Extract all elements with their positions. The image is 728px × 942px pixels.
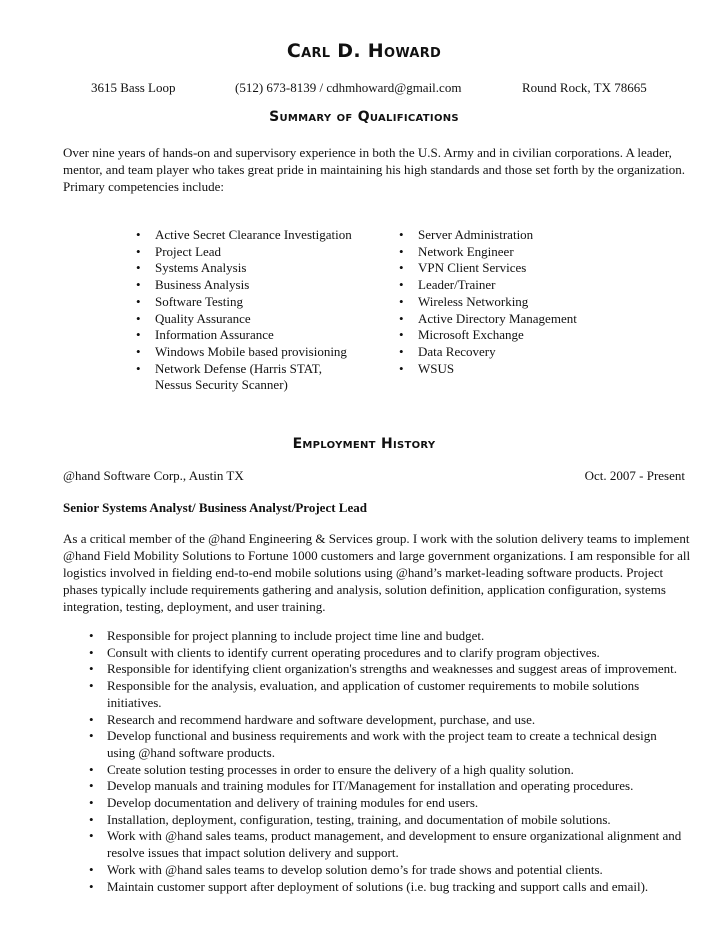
phone-email: (512) 673-8139 / cdhmhoward@gmail.com — [235, 80, 462, 95]
employment-heading: Employment History — [292, 436, 436, 452]
list-item: • Maintain customer support after deployment of solutions (i.e. bug tracking and support calls and email). — [85, 879, 685, 896]
list-item: • Data Recovery — [396, 344, 636, 361]
summary-heading: Summary of Qualifications — [269, 109, 459, 125]
employment-dates: Oct. 2007 - Present — [584, 468, 685, 483]
list-item: • Network Engineer — [396, 244, 636, 261]
list-item: • Responsible for identifying client organization's strengths and weaknesses and suggest areas of improvement. — [85, 661, 685, 678]
city-state-zip: Round Rock, TX 78665 — [522, 80, 647, 95]
list-item: • Develop functional and business requirements and work with the project team to create a technical design using @hand software products. — [85, 728, 685, 761]
list-item: • Microsoft Exchange — [396, 327, 636, 344]
list-item: • Active Secret Clearance Investigation — [133, 227, 373, 244]
summary-text: Over nine years of hands-on and supervisory experience in both the U.S. Army and in civilian corporations. A leader, mentor, and team player who takes great pride in maintaining his high standards and those set forth by the organization. Primary competencies include: — [63, 145, 685, 194]
list-item: • Create solution testing processes in order to ensure the delivery of a high quality solution. — [85, 762, 685, 779]
resume-name: Carl D. Howard — [286, 40, 442, 62]
list-item: • Leader/Trainer — [396, 277, 636, 294]
competencies-right-list — [396, 227, 636, 377]
list-item: • Responsible for the analysis, evaluation, and application of customer requirements to mobile solutions initiatives. — [85, 678, 685, 711]
list-item: • Wireless Networking — [396, 294, 636, 311]
list-item: • Quality Assurance — [133, 311, 373, 328]
job-description: As a critical member of the @hand Engineering & Services group. I work with the solution delivery teams to implement @hand Field Mobility Solutions to Fortune 1000 customers and large government organizations. I am responsible for all logistics involved in fielding end-to-end mobile solutions using @hand’s market-leading software products. Project phases typically include requirements gathering and analysis, solution definition, application configuration, systems integration, testing, deployment, and user training. — [63, 531, 691, 614]
list-item: • WSUS — [396, 361, 636, 378]
responsibilities-list — [85, 628, 685, 895]
list-item: • Responsible for project planning to include project time line and budget. — [85, 628, 685, 645]
list-item: • VPN Client Services — [396, 260, 636, 277]
employer-row — [63, 468, 685, 484]
list-item: • Information Assurance — [133, 327, 373, 344]
list-item: • Systems Analysis — [133, 260, 373, 277]
list-item: • Work with @hand sales teams to develop solution demo’s for trade shows and potential clients. — [85, 862, 685, 879]
list-item: • Consult with clients to identify current operating procedures and to clarify program objectives. — [85, 645, 685, 662]
list-item: • Server Administration — [396, 227, 636, 244]
list-item: • Research and recommend hardware and software development, purchase, and use. — [85, 712, 685, 729]
employer-name: @hand Software Corp., Austin TX — [63, 468, 244, 483]
list-item: • Project Lead — [133, 244, 373, 261]
list-item: • Develop manuals and training modules for IT/Management for installation and operating procedures. — [85, 778, 685, 795]
list-item: • Network Defense (Harris STAT, Nessus Security Scanner) — [133, 361, 360, 394]
job-title: Senior Systems Analyst/ Business Analyst/Project Lead — [63, 500, 367, 515]
list-item: • Software Testing — [133, 294, 373, 311]
list-item: • Work with @hand sales teams, product management, and development to ensure organizational alignment and resolve issues that impact solution delivery and support. — [85, 828, 685, 861]
competencies-left-list — [133, 227, 373, 394]
list-item: • Installation, deployment, configuration, testing, training, and documentation of mobile solutions. — [85, 812, 685, 829]
list-item: • Develop documentation and delivery of training modules for end users. — [85, 795, 685, 812]
list-item: • Windows Mobile based provisioning — [133, 344, 373, 361]
address: 3615 Bass Loop — [91, 80, 176, 95]
list-item: • Active Directory Management — [396, 311, 636, 328]
list-item: • Business Analysis — [133, 277, 373, 294]
